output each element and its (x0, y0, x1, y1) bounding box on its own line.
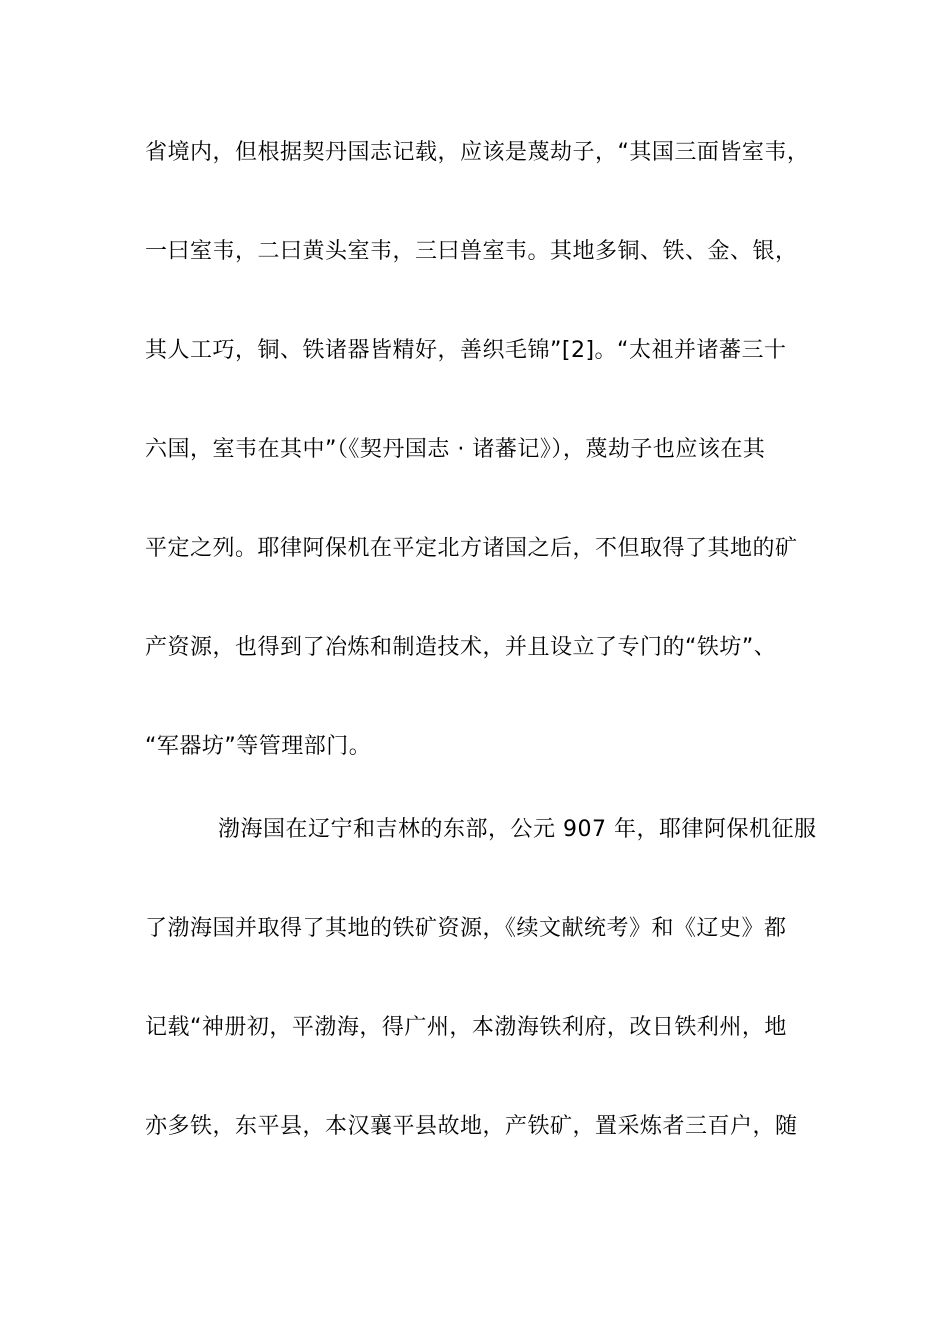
paragraph-first-line: 渤海国在辽宁和吉林的东部，公元 907 年，耶律阿保机征服 (218, 817, 817, 842)
text-line: 平定之列。耶律阿保机在平定北方诸国之后，不但取得了其地的矿 (145, 536, 798, 561)
text-line: 六国，室韦在其中”（《契丹国志 · 诸蕃记》），蔑劫子也应该在其 (145, 437, 766, 462)
text-line: “军器坊”等管理部门。 (145, 734, 372, 759)
text-line: 亦多铁，东平县，本汉襄平县故地，产铁矿，置采炼者三百户，随 (145, 1114, 798, 1139)
text-line: 其人工巧，铜、铁诸器皆精好，善织毛锦”[2]。“太祖并诸蕃三十 (145, 338, 787, 363)
text-line: 产资源，也得到了冶炼和制造技术，并且设立了专门的“铁坊”、 (145, 635, 777, 660)
text-line: 一曰室韦，二曰黄头室韦，三曰兽室韦。其地多铜、铁、金、银， (145, 239, 798, 264)
text-line: 了渤海国并取得了其地的铁矿资源，《续文献统考》和《辽史》都 (145, 916, 787, 941)
text-line: 记载“神册初，平渤海，得广州，本渤海铁利府，改日铁利州，地 (145, 1015, 787, 1040)
text-line: 省境内，但根据契丹国志记载，应该是蔑劫子，“其国三面皆室韦， (145, 140, 810, 165)
